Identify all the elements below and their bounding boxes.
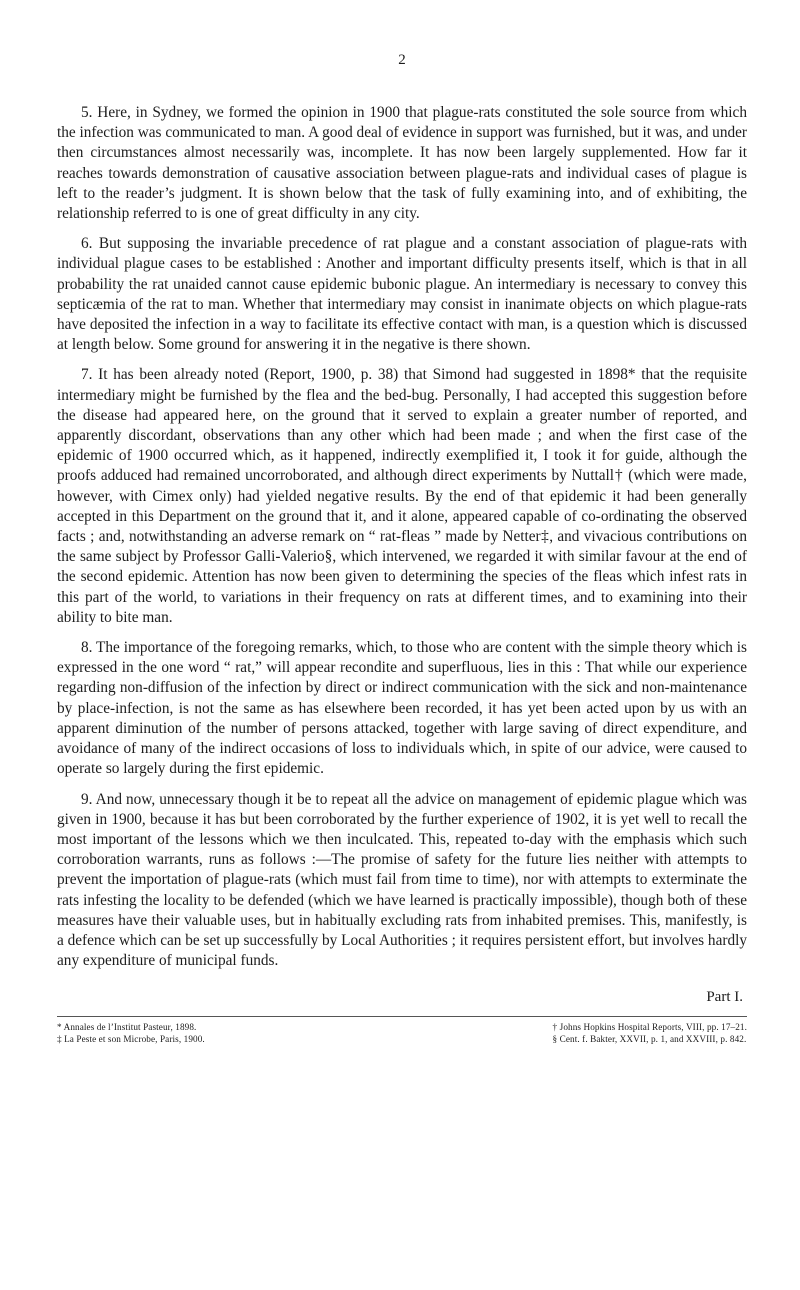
page-number: 2 (398, 52, 406, 68)
document-page (57, 52, 747, 1045)
part-label: Part I. (706, 989, 743, 1006)
footnote-divider (57, 1016, 747, 1017)
paragraph-7: 7. It has been already noted (Report, 1900, p. 38) that Simond had suggested in 1898* that the requisite intermediary might be furnished by the flea and the bed-bug. Personally, I had accepted this suggestion before the disease had appeared here, on the ground that it served to explain a greater number of reported, and apparently discordant, observations than any other which had been made ; and when the first case of the epidemic of 1900 occurred which, as it happened, indirectly exemplified it, I took it for guide, although the proofs adduced had remained uncorroborated, and although direct experiments by Nuttall† (which were made, however, with Cimex only) had yielded negative results. By the end of that epidemic it had been generally accepted in this Department on the ground that it, and it alone, appeared capable of co-ordinating the observed facts ; and, notwithstanding an adverse remark on “ rat-fleas ” made by Netter‡, and vivacious contributions on the same subject by Professor Galli-Valerio§, which intervened, we regarded it with similar favour at the end of the second epidemic. Attention has now been given to determining the species of the fleas which infest rats in this part of the world, to variations in their frequency on rats at different times, and to examining into their ability to bite man. (57, 366, 747, 626)
footnote-la-peste: ‡ La Peste et son Microbe, Paris, 1900. (57, 1034, 205, 1045)
footnote-column-2 (553, 1021, 747, 1045)
footnote-annales: * Annales de l’Institut Pasteur, 1898. (57, 1022, 197, 1033)
footnotes (57, 1021, 747, 1045)
footnote-column-1 (57, 1021, 213, 1045)
footnote-cent-bakter: § Cent. f. Bakter, XXVII, p. 1, and XXVIII, p. 842. (552, 1034, 747, 1045)
paragraph-9: 9. And now, unnecessary though it be to repeat all the advice on management of epidemic plague which was given in 1900, because it has but been corroborated by the further experience of 1902, it is yet well to recall the most important of the lessons which we then inculcated. This, repeated to-day with the emphasis which such corroboration warrants, runs as follows :—The promise of safety for the future lies neither with attempts to prevent the importation of plague-rats (which must fail from time to time), nor with attempts to exterminate the rats infesting the locality to be defended (which we have learned is practically impossible), though both of these measures have their valuable uses, but in habitually excluding rats from inhabited premises. This, manifestly, is a defence which can be set up successfully by Local Authorities ; it requires persistent effort, but involves hardly any expenditure of municipal funds. (57, 790, 748, 970)
paragraph-6: 6. But supposing the invariable precedence of rat plague and a constant association of plague-rats with individual plague cases to be established : Another and important difficulty presents itself, which is that in all probability the rat unaided cannot cause epidemic bubonic plague. An intermediary is necessary to convey this septicæmia of the rat to man. Whether that intermediary may consist in inanimate objects on which plague-rats have deposited the infection in a way to facilitate its effective contact with man, is a question which is discussed at length below. Some ground for answering it in the negative is there shown. (57, 235, 747, 354)
footnote-johns-hopkins: † Johns Hopkins Hospital Reports, VIII, pp. 17–21. (552, 1022, 747, 1033)
paragraph-5: 5. Here, in Sydney, we formed the opinion in 1900 that plague-rats constituted the sole source from which the infection was communicated to man. A good deal of evidence in support was furnished, but it was, and under then circumstances almost necessarily was, incomplete. It has now been largely supplemented. How far it reaches towards demonstration of causative association between plague-rats and individual cases of plague is left to the reader’s judgment. It is shown below that the task of fully examining into, and of exhibiting, the relationship referred to is one of great difficulty in any city. (57, 104, 747, 223)
paragraph-8: 8. The importance of the foregoing remarks, which, to those who are content with the simple theory which is expressed in the one word “ rat,” will appear recondite and superfluous, lies in this : That while our experience regarding non-diffusion of the infection by direct or indirect communication with the sick and non-maintenance by place-infection, is not the same as has elsewhere been recorded, it has yet been acted upon by us with an apparent diminution of the number of persons attacked, together with large saving of direct expenditure, and avoidance of many of the indirect occasions of loss to individuals which, in spite of our advice, were caused to operate so largely during the first epidemic. (57, 639, 747, 778)
